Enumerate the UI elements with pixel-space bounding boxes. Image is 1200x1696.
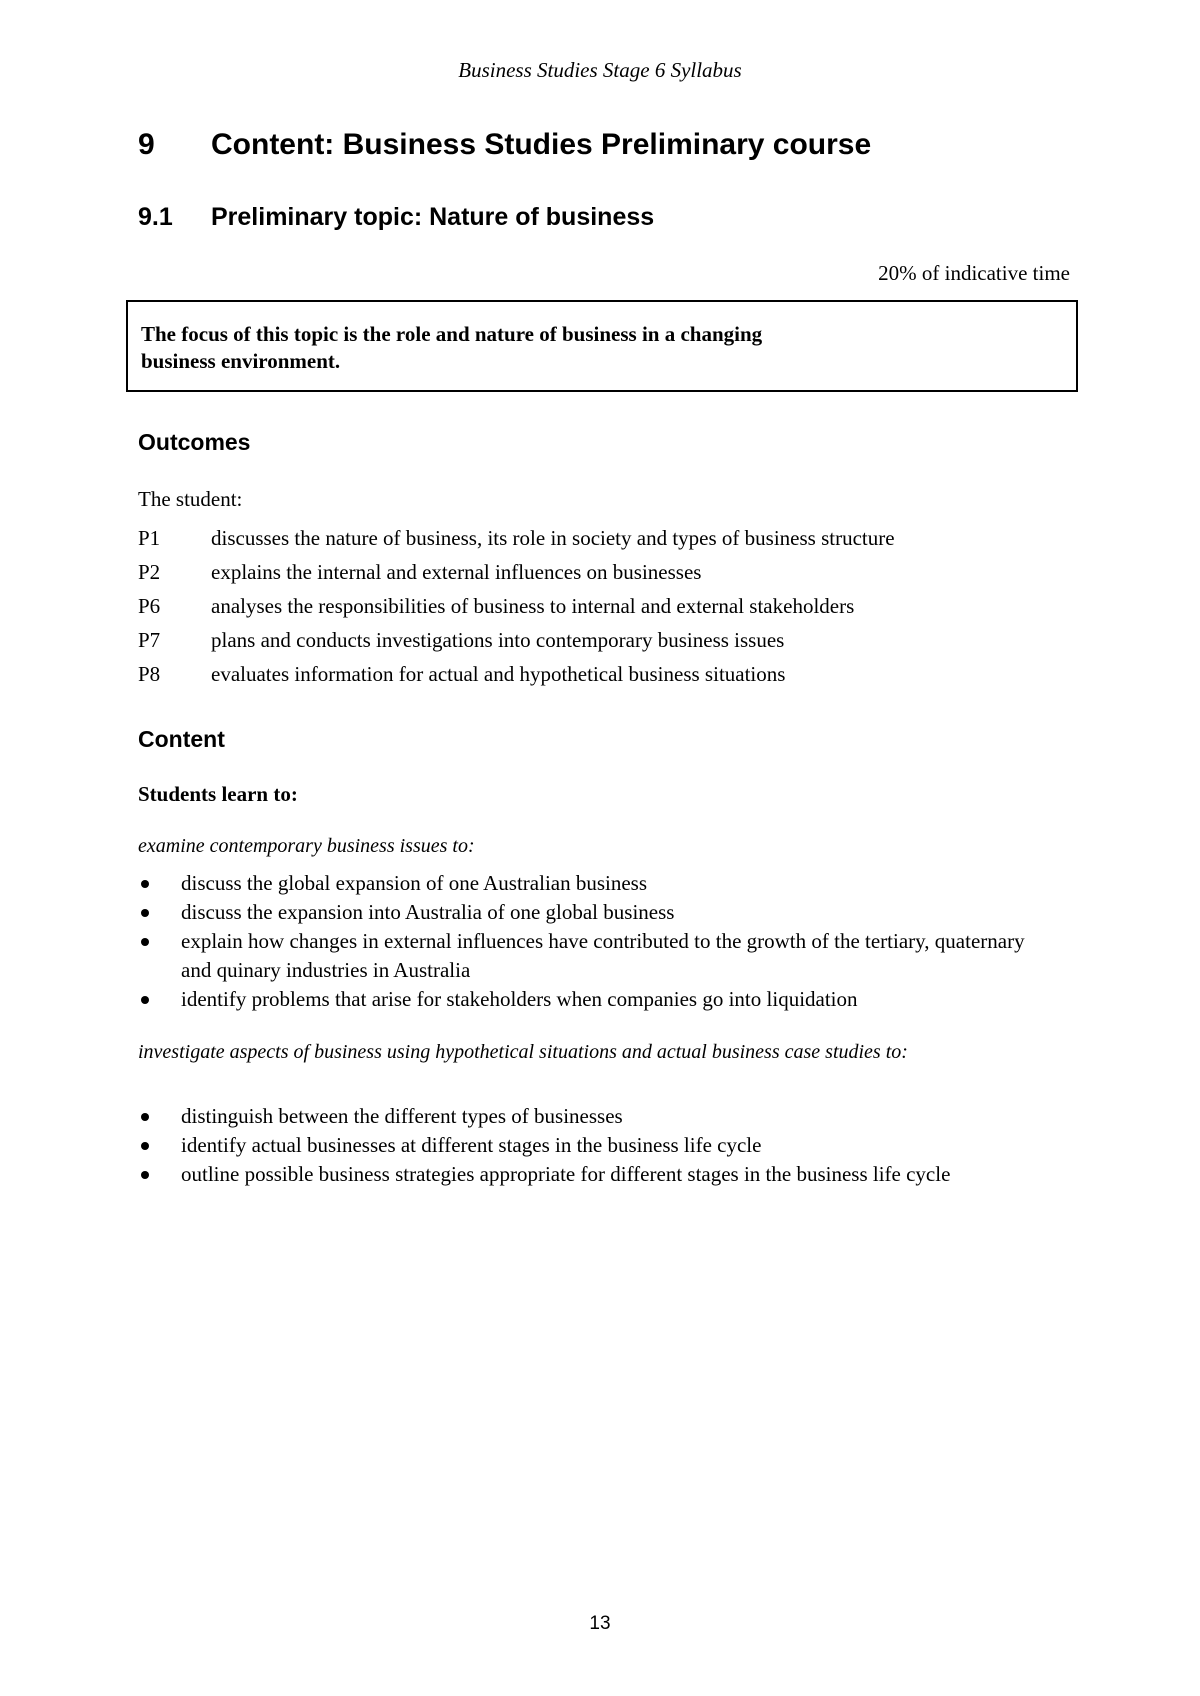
outcome-item	[138, 625, 1088, 659]
bullet-text: identify actual businesses at different stages in the business life cycle	[181, 1133, 762, 1157]
bullet-item	[138, 898, 1078, 927]
section-heading	[138, 128, 871, 162]
bullet-dot	[141, 996, 149, 1004]
bullet-text: discuss the global expansion of one Australian business	[181, 871, 648, 895]
bullet-list	[138, 1102, 1078, 1189]
focus-box	[126, 300, 1078, 392]
outcome-text: plans and conducts investigations into contemporary business issues	[211, 628, 785, 652]
outcome-code: P6	[138, 594, 161, 618]
bullet-item	[138, 927, 1078, 985]
outcome-text: evaluates information for actual and hypothetical business situations	[211, 662, 786, 686]
bullet-text: explain how changes in external influences have contributed to the growth of the tertiary, quaternary and quinary industries in Australia	[181, 929, 1025, 982]
running-header: Business Studies Stage 6 Syllabus	[458, 58, 742, 82]
indicative-time: 20% of indicative time	[878, 261, 1070, 285]
outcome-code: P1	[138, 526, 161, 550]
outcome-text: analyses the responsibilities of business to internal and external stakeholders	[211, 594, 855, 618]
bullet-item	[138, 1102, 1078, 1131]
outcome-code: P2	[138, 560, 161, 584]
outcome-code: P7	[138, 628, 161, 652]
focus-line-2: business environment.	[141, 349, 341, 373]
group-title: investigate aspects of business using hypothetical situations and actual business case studies to:	[138, 1041, 908, 1063]
bullet-text: outline possible business strategies appropriate for different stages in the business life cycle	[181, 1162, 951, 1186]
outcomes-list	[138, 523, 1088, 693]
group-title: examine contemporary business issues to:	[138, 835, 475, 857]
bullet-item	[138, 1131, 1078, 1160]
bullet-dot	[141, 880, 149, 888]
subsection-number: 9.1	[138, 203, 173, 231]
outcome-item	[138, 523, 1088, 557]
outcome-item	[138, 557, 1088, 591]
outcome-item	[138, 591, 1088, 625]
bullet-dot	[141, 1113, 149, 1121]
bullet-dot	[141, 909, 149, 917]
bullet-list	[138, 869, 1078, 1014]
bullet-item	[138, 985, 1078, 1014]
bullet-dot	[141, 1171, 149, 1179]
page-number: 13	[589, 1613, 611, 1634]
outcomes-intro: The student:	[138, 487, 243, 511]
content-heading: Content	[138, 726, 225, 752]
section-number: 9	[138, 128, 155, 161]
bullet-text: identify problems that arise for stakeholders when companies go into liquidation	[181, 987, 858, 1011]
bullet-item	[138, 869, 1078, 898]
bullet-dot	[141, 938, 149, 946]
focus-line-1: The focus of this topic is the role and nature of business in a changing	[141, 322, 763, 346]
bullet-text: discuss the expansion into Australia of one global business	[181, 900, 675, 924]
students-learn-label: Students learn to:	[138, 782, 298, 806]
outcome-text: discusses the nature of business, its role in society and types of business structure	[211, 526, 895, 550]
bullet-dot	[141, 1142, 149, 1150]
outcomes-heading: Outcomes	[138, 429, 251, 455]
bullet-text: distinguish between the different types of businesses	[181, 1104, 623, 1128]
outcome-text: explains the internal and external influences on businesses	[211, 560, 702, 584]
outcome-code: P8	[138, 662, 161, 686]
section-title: Content: Business Studies Preliminary course	[211, 128, 872, 161]
subsection-title: Preliminary topic: Nature of business	[211, 203, 655, 231]
bullet-item	[138, 1160, 1078, 1189]
subsection-heading	[138, 203, 654, 232]
outcome-item	[138, 659, 1088, 693]
